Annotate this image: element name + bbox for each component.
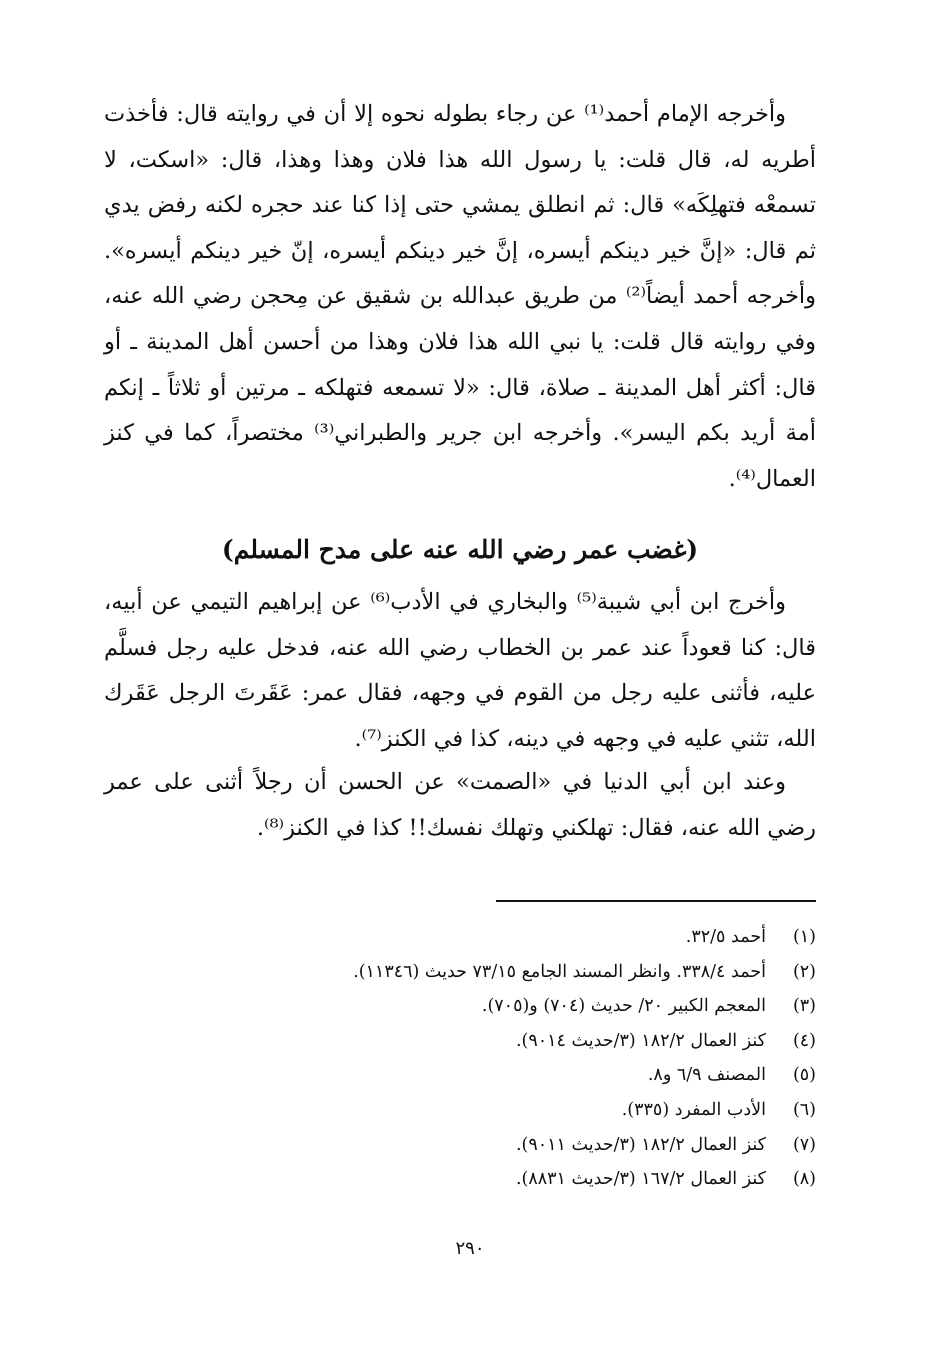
footnote-text: أحمد ٣٣٨/٤. وانظر المسند الجامع ٧٣/١٥ حديث (١١٣٤٦). bbox=[353, 961, 766, 982]
footnote-number: (٤) bbox=[792, 1030, 816, 1051]
footnote-text: كنز العمال ١٦٧/٢ (٣/حديث ٨٨٣١). bbox=[515, 1169, 766, 1190]
footnote-item bbox=[116, 1058, 816, 1093]
footnote-number: (٣) bbox=[792, 996, 816, 1017]
footnote-text: كنز العمال ١٨٢/٢ (٣/حديث ٩٠١٤). bbox=[515, 1030, 766, 1051]
footnote-number: (١) bbox=[792, 927, 816, 947]
footnotes-list bbox=[116, 920, 816, 1197]
footnote-number: (٨) bbox=[792, 1169, 816, 1190]
paragraph-1-text: وأخرجه الإمام أحمد⁽¹⁾ عن رجاء بطوله نحوه إلا أن في روايته قال: فأخذت أطريه له، قال قلت: يا رسول الله هذا فلان وهذا وهذا، قال: «اسكت، لا تسمعْه فتهلِكَه» قال: ثم انطلق يمشي حتى إذا كنا عند حجره لكنه رفض يدي ثم قال: «إنَّ خير دينكم أيسره، إنَّ خير دينكم أيسره، إنّ خير دينكم أيسره». وأخرجه أحمد أيضاً⁽²⁾ من طريق عبدالله بن شقيق عن مِحجن رضي الله عنه، وفي روايته قال قلت: يا نبي الله هذا فلان وهذا من أحسن أهل المدينة ـ أو قال: أكثر أهل المدينة ـ صلاة، قال: «لا تسمعه فتهلكه ـ مرتين أو ثلاثاً ـ إنكم أمة أريد بكم اليسر». وأخرجه ابن جرير والطبراني⁽³⁾ مختصراً، كما في كنز العمال⁽⁴⁾. bbox=[104, 101, 817, 492]
footnote-item bbox=[116, 1093, 816, 1128]
footnote-text: الأدب المفرد (٣٣٥). bbox=[621, 1099, 766, 1120]
footnote-item bbox=[116, 989, 816, 1024]
paragraph-2 bbox=[104, 580, 816, 762]
footnote-text: كنز العمال ١٨٢/٢ (٣/حديث ٩٠١١). bbox=[515, 1134, 766, 1155]
page-number: ٢٩٠ bbox=[455, 1238, 485, 1259]
footnote-text: المعجم الكبير ٢٠/ حديث (٧٠٤) و(٧٠٥). bbox=[481, 996, 766, 1017]
footnote-number: (٢) bbox=[792, 961, 816, 982]
paragraph-3-text: وعند ابن أبي الدنيا في «الصمت» عن الحسن أن رجلاً أثنى على عمر رضي الله عنه، فقال: تهلكني وتهلك نفسك!! كذا في الكنز⁽⁸⁾. bbox=[104, 769, 816, 841]
footnote-item bbox=[116, 920, 816, 955]
footnote-item bbox=[116, 1162, 816, 1197]
footnote-text: أحمد ٣٢/٥. bbox=[685, 927, 766, 947]
footnote-divider bbox=[496, 900, 816, 902]
footnote-text: المصنف ٦/٩ و٨. bbox=[647, 1065, 766, 1086]
footnote-number: (٧) bbox=[792, 1134, 816, 1155]
paragraph-3 bbox=[104, 760, 816, 851]
footnote-number: (٦) bbox=[792, 1099, 816, 1120]
footnote-item bbox=[116, 955, 816, 990]
footnote-item bbox=[116, 1024, 816, 1059]
footnote-number: (٥) bbox=[792, 1065, 816, 1086]
footnote-item bbox=[116, 1128, 816, 1163]
paragraph-1 bbox=[104, 92, 816, 502]
section-heading: (غضب عمر رضي الله عنه على مدح المسلم) bbox=[221, 535, 699, 564]
paragraph-2-text: وأخرج ابن أبي شيبة⁽⁵⁾ والبخاري في الأدب⁽⁶⁾ عن إبراهيم التيمي عن أبيه، قال: كنا قعوداً عند عمر بن الخطاب رضي الله عنه، فدخل عليه رجل فسلَّم عليه، فأثنى عليه رجل من القوم في وجهه، فقال عمر: عَقَرتَ الرجل عَقَرك الله، تثني عليه في وجهه في دينه، كذا في الكنز⁽⁷⁾. bbox=[104, 589, 816, 752]
